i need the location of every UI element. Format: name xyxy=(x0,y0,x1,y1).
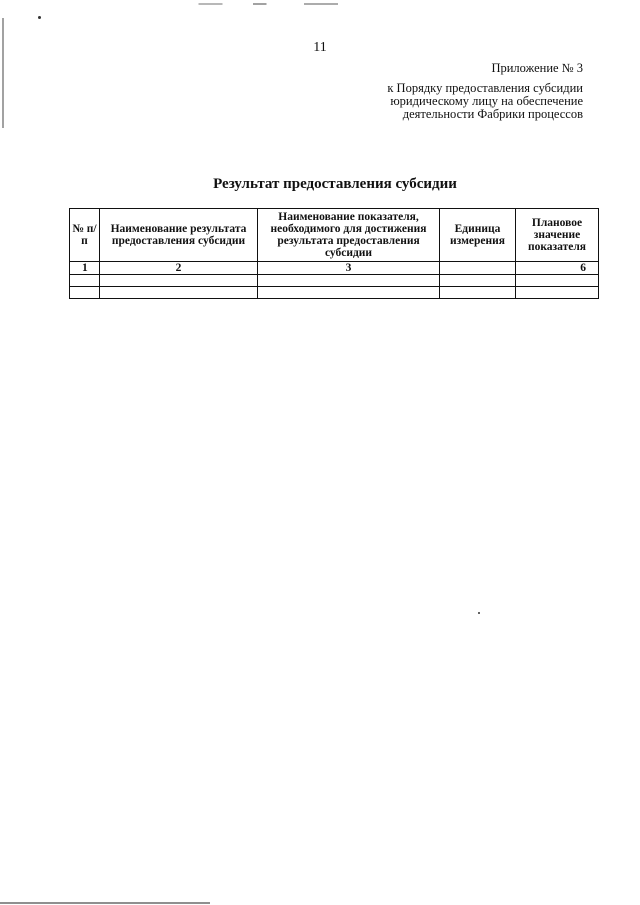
header-result-name: Наименование результата предоставления субсидии xyxy=(100,209,258,262)
table-row xyxy=(70,275,599,287)
header-number: № п/п xyxy=(70,209,100,262)
scan-artifact-top xyxy=(185,3,355,5)
column-number: 3 xyxy=(258,262,440,275)
table-cell xyxy=(258,275,440,287)
column-number: 2 xyxy=(100,262,258,275)
appendix-line: юридическому лицу на обеспечение xyxy=(390,94,583,108)
header-unit: Единица измерения xyxy=(440,209,516,262)
document-title: Результат предоставления субсидии xyxy=(213,176,457,192)
results-table xyxy=(69,208,599,299)
appendix-line: деятельности Фабрики процессов xyxy=(402,107,583,121)
scan-artifact-dot xyxy=(478,612,480,614)
appendix-title: Приложение № 3 xyxy=(491,61,583,75)
table-cell xyxy=(440,275,516,287)
table-cell xyxy=(70,275,100,287)
table-cell xyxy=(70,287,100,299)
column-number-row xyxy=(70,262,599,275)
scan-artifact-dot xyxy=(38,16,41,19)
appendix-line: к Порядку предоставления субсидии xyxy=(387,81,583,95)
table-cell xyxy=(516,275,599,287)
table-row xyxy=(70,287,599,299)
scan-artifact-left-edge xyxy=(2,18,4,128)
column-number: 1 xyxy=(70,262,100,275)
table-cell xyxy=(100,275,258,287)
column-number xyxy=(440,262,516,275)
page-number: 11 xyxy=(313,40,327,55)
header-planned-value: Плановое значение показателя xyxy=(516,209,599,262)
appendix-block xyxy=(323,62,583,121)
table-cell xyxy=(258,287,440,299)
column-number: 6 xyxy=(516,262,599,275)
table-cell xyxy=(440,287,516,299)
scan-artifact-bottom-edge xyxy=(0,902,210,904)
table-cell xyxy=(100,287,258,299)
header-indicator-name: Наименование показателя, необходимого для достижения результата предоставления субсидии xyxy=(258,209,440,262)
table-cell xyxy=(516,287,599,299)
table-header-row xyxy=(70,209,599,262)
